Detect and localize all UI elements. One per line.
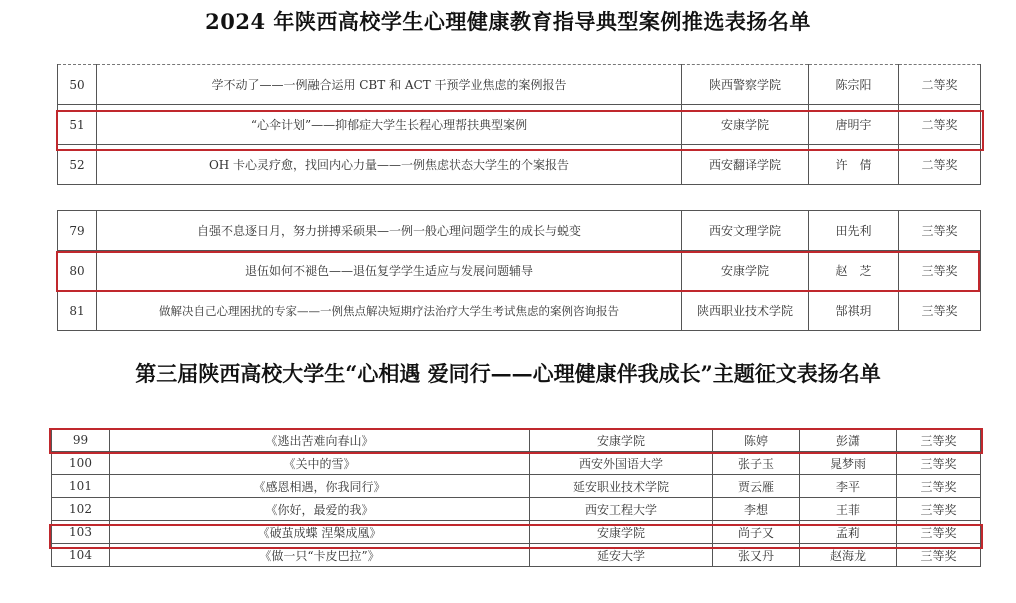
teacher-name: 晁梦雨 — [800, 452, 897, 475]
teacher-name: 李平 — [800, 475, 897, 498]
teacher-name: 王菲 — [800, 498, 897, 521]
essay-title: 《你好，最爱的我》 — [110, 498, 530, 521]
school-name: 安康学院 — [682, 251, 809, 291]
author-name: 唐明宇 — [809, 105, 899, 145]
award-level: 三等奖 — [897, 452, 981, 475]
row-number: 79 — [58, 211, 97, 251]
author-name: 张又丹 — [713, 544, 800, 567]
row-number: 52 — [58, 145, 97, 185]
essay-title: 《做一只“卡皮巴拉”》 — [110, 544, 530, 567]
case-table-part1 — [57, 64, 981, 185]
essay-table — [51, 428, 981, 567]
award-level: 三等奖 — [897, 544, 981, 567]
page-title: 2024 年陕西高校学生心理健康教育指导典型案例推选表扬名单 — [205, 9, 811, 34]
teacher-name: 彭潇 — [800, 429, 897, 452]
award-level: 二等奖 — [899, 105, 981, 145]
author-name: 赵 芝 — [809, 251, 899, 291]
award-level: 二等奖 — [899, 145, 981, 185]
school-name: 安康学院 — [682, 105, 809, 145]
school-name: 西安文理学院 — [682, 211, 809, 251]
case-title: OH 卡心灵疗愈，找回内心力量——一例焦虑状态大学生的个案报告 — [97, 145, 682, 185]
award-level: 三等奖 — [897, 475, 981, 498]
teacher-name: 赵海龙 — [800, 544, 897, 567]
award-level: 三等奖 — [897, 498, 981, 521]
author-name: 贾云雁 — [713, 475, 800, 498]
row-number: 81 — [58, 291, 97, 331]
award-level: 三等奖 — [897, 521, 981, 544]
author-name: 陈婷 — [713, 429, 800, 452]
table-row — [52, 452, 981, 475]
table-row — [52, 475, 981, 498]
author-name: 李想 — [713, 498, 800, 521]
school-name: 西安翻译学院 — [682, 145, 809, 185]
award-level: 三等奖 — [897, 429, 981, 452]
row-number: 100 — [52, 452, 110, 475]
teacher-name: 孟莉 — [800, 521, 897, 544]
table-row — [58, 211, 981, 251]
row-number: 50 — [58, 65, 97, 105]
section-title: 第三届陕西高校大学生“心相遇 爱同行——心理健康伴我成长”主题征文表扬名单 — [135, 361, 881, 386]
row-number: 102 — [52, 498, 110, 521]
row-number: 103 — [52, 521, 110, 544]
table-row — [58, 105, 981, 145]
case-title: 自强不息逐日月，努力拼搏采硕果—一例一般心理问题学生的成长与蜕变 — [97, 211, 682, 251]
table-row — [58, 145, 981, 185]
award-level: 三等奖 — [899, 251, 981, 291]
school-name: 延安职业技术学院 — [530, 475, 713, 498]
school-name: 西安外国语大学 — [530, 452, 713, 475]
author-name: 郜祺玥 — [809, 291, 899, 331]
case-title: 学不动了——一例融合运用 CBT 和 ACT 干预学业焦虑的案例报告 — [97, 65, 682, 105]
award-level: 三等奖 — [899, 211, 981, 251]
row-number: 51 — [58, 105, 97, 145]
table-row — [58, 65, 981, 105]
essay-title: 《破茧成蝶 涅槃成凰》 — [110, 521, 530, 544]
author-name: 许 倩 — [809, 145, 899, 185]
essay-title: 《感恩相遇，你我同行》 — [110, 475, 530, 498]
case-title: 做解决自己心理困扰的专家——一例焦点解决短期疗法治疗大学生考试焦虑的案例咨询报告 — [97, 291, 682, 331]
row-number: 80 — [58, 251, 97, 291]
table-row — [58, 251, 981, 291]
essay-title: 《逃出苦难向春山》 — [110, 429, 530, 452]
row-number: 99 — [52, 429, 110, 452]
award-level: 三等奖 — [899, 291, 981, 331]
author-name: 陈宗阳 — [809, 65, 899, 105]
author-name: 尚子又 — [713, 521, 800, 544]
table-row — [52, 544, 981, 567]
school-name: 延安大学 — [530, 544, 713, 567]
author-name: 张子玉 — [713, 452, 800, 475]
school-name: 安康学院 — [530, 429, 713, 452]
table-row — [58, 291, 981, 331]
case-table-part2 — [57, 210, 981, 331]
school-name: 西安工程大学 — [530, 498, 713, 521]
table-row — [52, 429, 981, 452]
award-level: 二等奖 — [899, 65, 981, 105]
school-name: 安康学院 — [530, 521, 713, 544]
essay-title: 《关中的雪》 — [110, 452, 530, 475]
author-name: 田先利 — [809, 211, 899, 251]
school-name: 陕西职业技术学院 — [682, 291, 809, 331]
school-name: 陕西警察学院 — [682, 65, 809, 105]
case-title: 退伍如何不褪色——退伍复学学生适应与发展问题辅导 — [97, 251, 682, 291]
case-title: “心伞计划”——抑郁症大学生长程心理帮扶典型案例 — [97, 105, 682, 145]
table-row — [52, 498, 981, 521]
row-number: 104 — [52, 544, 110, 567]
row-number: 101 — [52, 475, 110, 498]
table-row — [52, 521, 981, 544]
